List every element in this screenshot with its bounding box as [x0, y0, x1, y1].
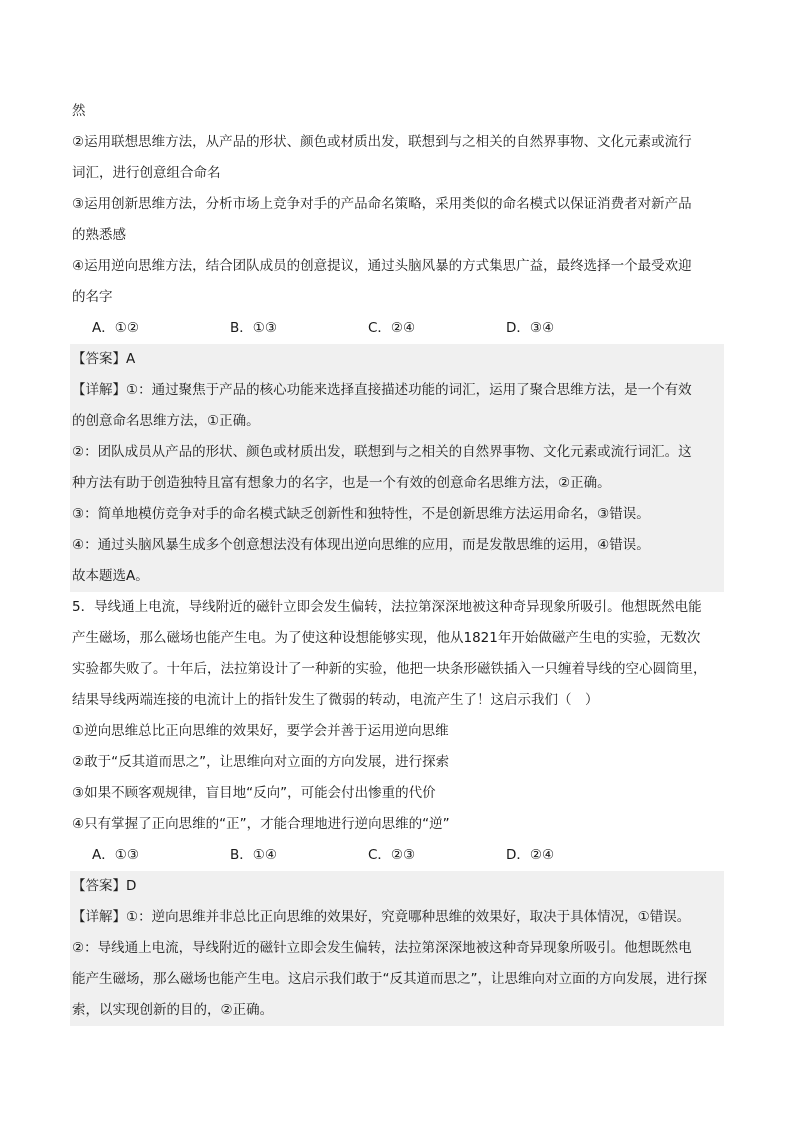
statement-line: ②运用联想思维方法，从产品的形状、颜色或材质出发，联想到与之相关的自然界事物、文化元素或流行 [72, 134, 692, 150]
statement-line: 的熟悉感 [72, 227, 126, 243]
option-a: A．①③ [92, 847, 139, 863]
option-d: D．②④ [506, 847, 555, 863]
statement-line: 词汇，进行创意组合命名 [72, 165, 221, 181]
statement-line: 的名字 [72, 289, 113, 305]
question-5-answer-block [70, 871, 724, 1026]
analysis-line: 种方法有助于创造独特且富有想象力的名字，也是一个有效的创意命名思维方法，②正确。 [72, 475, 611, 491]
question-line: 结果导线两端连接的电流计上的指针发生了微弱的转动，电流产生了！这启示我们（ ） [72, 692, 599, 708]
question-5-options [72, 840, 724, 871]
statement-line: ④运用逆向思维方法，结合团队成员的创意提议，通过头脑风暴的方式集思广益，最终选择一个最受欢迎 [72, 258, 692, 274]
statement-line: ③如果不顾客观规律，盲目地“反向”，可能会付出惨重的代价 [72, 785, 436, 801]
question-4-options [72, 313, 724, 344]
analysis-line: 【详解】①：逆向思维并非总比正向思维的效果好，究竟哪种思维的效果好，取决于具体情况，①错误。 [72, 909, 691, 925]
statement-line: ①逆向思维总比正向思维的效果好，要学会并善于运用逆向思维 [72, 723, 449, 739]
option-d: D．③④ [506, 320, 555, 336]
option-b: B．①④ [230, 847, 277, 863]
document-page [72, 96, 724, 1026]
analysis-line: ③：简单地模仿竞争对手的命名模式缺乏创新性和独特性，不是创新思维方法运用命名，③错误。 [72, 506, 650, 522]
analysis-line: 【详解】①：通过聚焦于产品的核心功能来选择直接描述功能的词汇，运用了聚合思维方法，是一个有效 [72, 382, 692, 398]
answer-label: 【答案】A [72, 351, 136, 367]
analysis-line: 的创意命名思维方法，①正确。 [72, 413, 260, 429]
question-4-answer-block [70, 344, 724, 592]
statement-line: 然 [72, 103, 86, 119]
question-5-stem [72, 592, 724, 840]
option-c: C．②④ [368, 320, 416, 336]
question-line: 5．导线通上电流，导线附近的磁针立即会发生偏转，法拉第深深地被这种奇异现象所吸引。他想既然电能 [72, 599, 702, 615]
analysis-line: ④：通过头脑风暴生成多个创意想法没有体现出逆向思维的应用，而是发散思维的运用，④错误。 [72, 537, 650, 553]
question-line: 实验都失败了。十年后，法拉第设计了一种新的实验，他把一块条形磁铁插入一只缠着导线的空心圆筒里， [72, 661, 707, 677]
statement-line: ④只有掌握了正向思维的“正”，才能合理地进行逆向思维的“逆” [72, 816, 450, 832]
statement-line: ②敢于“反其道而思之”，让思维向对立面的方向发展，进行探索 [72, 754, 450, 770]
analysis-line: ②：团队成员从产品的形状、颜色或材质出发，联想到与之相关的自然界事物、文化元素或流行词汇。这 [72, 444, 692, 460]
question-4-statements [72, 96, 724, 313]
option-a: A．①② [92, 320, 139, 336]
answer-label: 【答案】D [72, 878, 137, 894]
analysis-line: ②：导线通上电流，导线附近的磁针立即会发生偏转，法拉第深深地被这种奇异现象所吸引。他想既然电 [72, 940, 692, 956]
question-line: 产生磁场，那么磁场也能产生电。为了使这种设想能够实现，他从1821年开始做磁产生电的实验，无数次 [72, 630, 701, 646]
analysis-line: 索，以实现创新的目的，②正确。 [72, 1002, 274, 1018]
option-c: C．②③ [368, 847, 416, 863]
analysis-line: 能产生磁场，那么磁场也能产生电。这启示我们敢于“反其道而思之”，让思维向对立面的方向发展，进行探 [72, 971, 707, 987]
option-b: B．①③ [230, 320, 277, 336]
analysis-line: 故本题选A。 [72, 568, 149, 584]
statement-line: ③运用创新思维方法，分析市场上竞争对手的产品命名策略，采用类似的命名模式以保证消费者对新产品 [72, 196, 692, 212]
